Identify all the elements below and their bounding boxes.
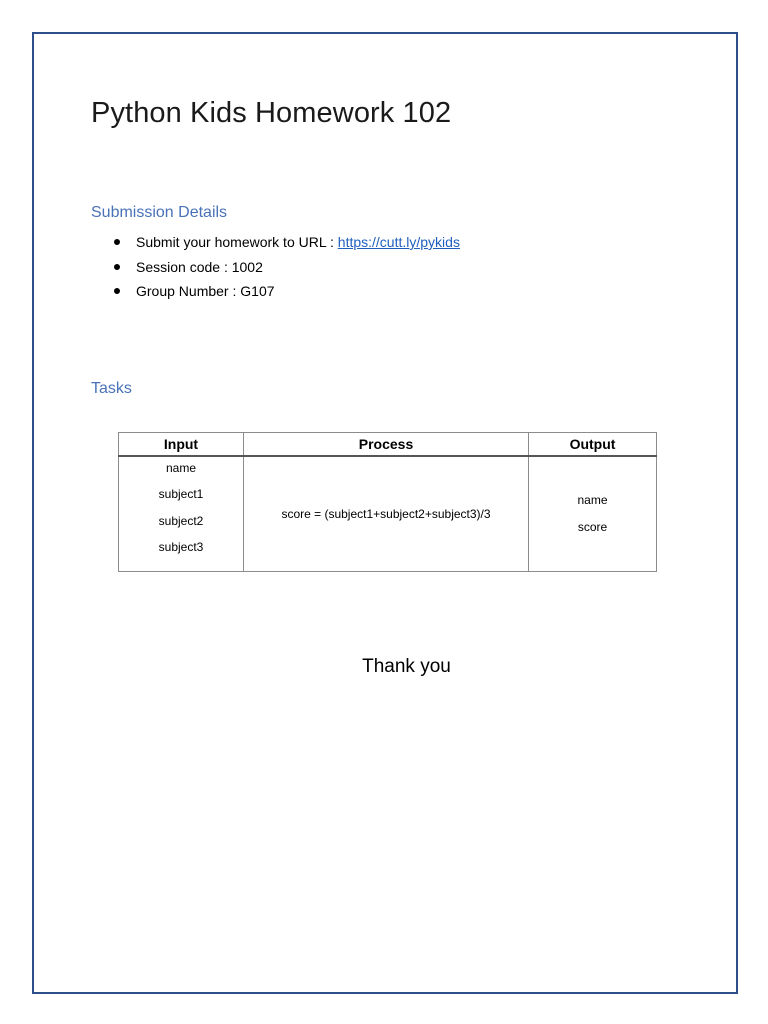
output-cell (529, 456, 657, 572)
list-item-group-number (110, 279, 460, 304)
header-output: Output (529, 433, 657, 457)
submission-details-heading: Submission Details (91, 204, 228, 221)
input-item: subject2 (158, 513, 204, 528)
session-code-text: Session code : 1002 (136, 258, 263, 275)
output-item: score (577, 520, 608, 534)
output-item: name (577, 493, 608, 507)
input-item: subject1 (158, 487, 204, 501)
bullet-icon (114, 288, 120, 294)
list-item-submit-url (110, 230, 460, 255)
header-input: Input (119, 433, 244, 457)
input-item: subject3 (158, 540, 204, 554)
group-number-text: Group Number : G107 (136, 283, 275, 299)
input-cell (119, 456, 244, 572)
input-item: name (165, 461, 197, 475)
list-item-session-code (110, 255, 460, 280)
process-formula: score = (subject1+subject2+subject3)/3 (281, 507, 491, 521)
document-title: Python Kids Homework 102 (91, 97, 452, 129)
tasks-heading: Tasks (91, 380, 132, 397)
bullet-icon (114, 239, 120, 245)
homework-url-link[interactable]: https://cutt.ly/pykids (337, 234, 460, 250)
thank-you-text: Thank you (362, 656, 451, 677)
ipo-table (118, 432, 657, 572)
process-cell (244, 456, 529, 572)
table-header-row (119, 433, 657, 457)
bullet-icon (114, 264, 120, 270)
table-row (119, 456, 657, 572)
header-process: Process (244, 433, 529, 457)
submit-url-label: Submit your homework to URL : (136, 234, 338, 250)
submission-details-list (110, 230, 460, 304)
